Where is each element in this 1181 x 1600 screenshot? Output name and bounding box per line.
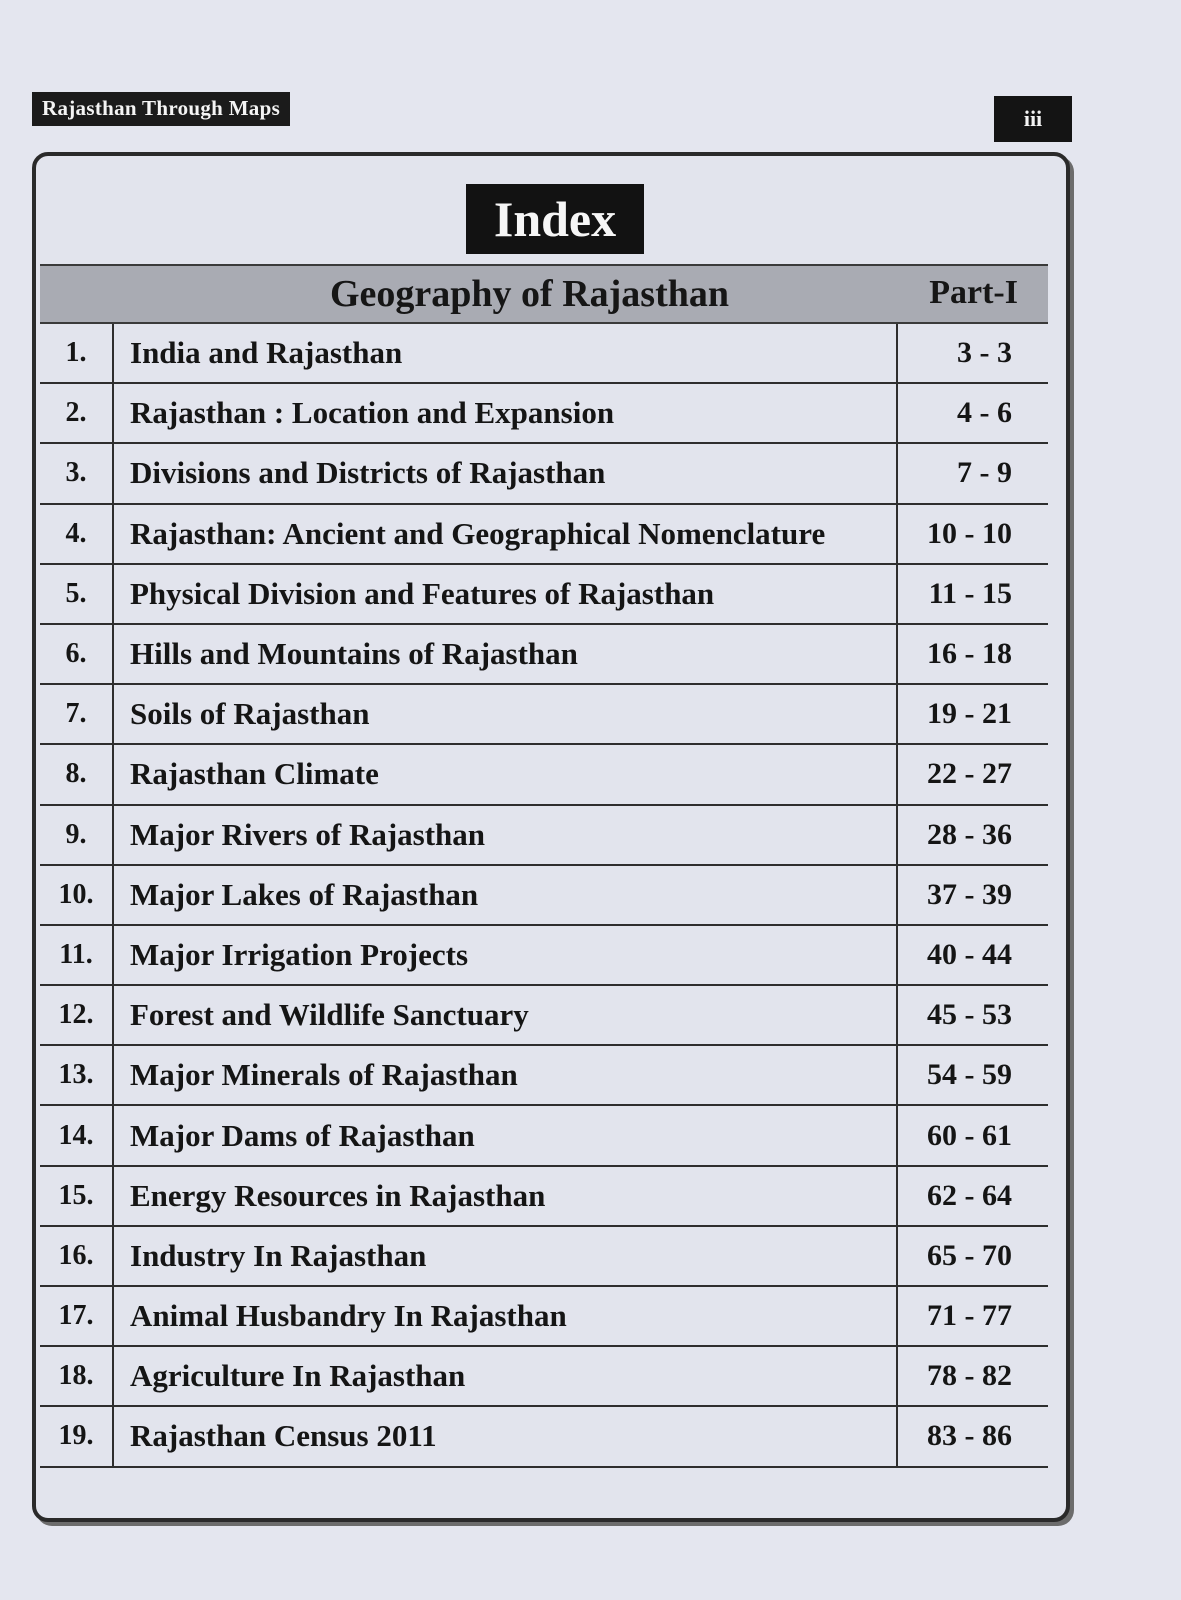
entry-topic: Agriculture In Rajasthan: [130, 1358, 466, 1394]
table-row: [40, 866, 1048, 926]
entry-number: 8.: [40, 745, 114, 803]
entry-topic: India and Rajasthan: [130, 335, 403, 371]
entry-topic: Rajasthan Climate: [130, 756, 379, 792]
entry-topic: Hills and Mountains of Rajasthan: [130, 636, 578, 672]
table-row: [40, 806, 1048, 866]
index-heading: Index: [466, 184, 644, 254]
entry-number: 5.: [40, 565, 114, 623]
table-row: [40, 1106, 1048, 1166]
entry-topic: Major Rivers of Rajasthan: [130, 816, 486, 852]
entry-pages: 62 - 64: [896, 1167, 1048, 1225]
section-header: [40, 264, 1048, 324]
entry-number: 2.: [40, 384, 114, 442]
entry-number: 13.: [40, 1046, 114, 1104]
entry-number: 12.: [40, 986, 114, 1044]
entry-number: 15.: [40, 1167, 114, 1225]
entry-topic: Major Irrigation Projects: [130, 936, 469, 972]
table-row: [40, 685, 1048, 745]
entry-number: 14.: [40, 1106, 114, 1164]
table-row: [40, 384, 1048, 444]
entry-number: 9.: [40, 806, 114, 864]
table-row: [40, 565, 1048, 625]
entry-topic: Physical Division and Features of Rajasthan: [130, 575, 715, 611]
section-part: Part-I: [929, 274, 1018, 311]
entry-number: 4.: [40, 505, 114, 563]
entry-number: 10.: [40, 866, 114, 924]
table-row: [40, 1407, 1048, 1467]
entry-number: 1.: [40, 324, 114, 382]
entry-number: 3.: [40, 444, 114, 502]
entry-topic: Divisions and Districts of Rajasthan: [130, 455, 606, 491]
entry-pages: 19 - 21: [896, 685, 1048, 743]
entry-pages: 83 - 86: [896, 1407, 1048, 1465]
table-row: [40, 1167, 1048, 1227]
table-row: [40, 324, 1048, 384]
table-row: [40, 986, 1048, 1046]
entry-topic: Rajasthan Census 2011: [130, 1418, 437, 1454]
entry-pages: 28 - 36: [896, 806, 1048, 864]
entry-pages: 7 - 9: [896, 444, 1048, 502]
entry-topic: Major Lakes of Rajasthan: [130, 876, 479, 912]
entry-pages: 16 - 18: [896, 625, 1048, 683]
table-row: [40, 926, 1048, 986]
entry-topic: Soils of Rajasthan: [130, 696, 370, 732]
entry-pages: 71 - 77: [896, 1287, 1048, 1345]
entry-pages: 37 - 39: [896, 866, 1048, 924]
book-title-tag: Rajasthan Through Maps: [32, 92, 290, 126]
entry-topic: Major Dams of Rajasthan: [130, 1117, 475, 1153]
entry-pages: 22 - 27: [896, 745, 1048, 803]
entry-topic: Rajasthan: Ancient and Geographical Nomenclature: [130, 515, 826, 551]
entry-pages: 78 - 82: [896, 1347, 1048, 1405]
section-title: Geography of Rajasthan: [330, 273, 730, 315]
entry-topic: Animal Husbandry In Rajasthan: [130, 1298, 567, 1334]
entry-pages: 65 - 70: [896, 1227, 1048, 1285]
entry-pages: 60 - 61: [896, 1106, 1048, 1164]
entry-pages: 4 - 6: [896, 384, 1048, 442]
entry-topic: Rajasthan : Location and Expansion: [130, 395, 615, 431]
index-table: [40, 324, 1048, 1468]
page-number: iii: [994, 96, 1072, 142]
table-row: [40, 505, 1048, 565]
entry-topic: Major Minerals of Rajasthan: [130, 1057, 518, 1093]
entry-pages: 3 - 3: [896, 324, 1048, 382]
entry-number: 11.: [40, 926, 114, 984]
table-row: [40, 1347, 1048, 1407]
entry-topic: Industry In Rajasthan: [130, 1237, 427, 1273]
entry-number: 17.: [40, 1287, 114, 1345]
entry-pages: 11 - 15: [896, 565, 1048, 623]
entry-pages: 54 - 59: [896, 1046, 1048, 1104]
entry-pages: 40 - 44: [896, 926, 1048, 984]
table-row: [40, 444, 1048, 504]
entry-pages: 10 - 10: [896, 505, 1048, 563]
entry-pages: 45 - 53: [896, 986, 1048, 1044]
table-row: [40, 1287, 1048, 1347]
entry-number: 7.: [40, 685, 114, 743]
index-frame: [32, 152, 1070, 1522]
table-row: [40, 625, 1048, 685]
entry-number: 18.: [40, 1347, 114, 1405]
entry-topic: Energy Resources in Rajasthan: [130, 1177, 546, 1213]
entry-number: 16.: [40, 1227, 114, 1285]
table-row: [40, 1227, 1048, 1287]
entry-number: 19.: [40, 1407, 114, 1465]
entry-number: 6.: [40, 625, 114, 683]
entry-topic: Forest and Wildlife Sanctuary: [130, 997, 529, 1033]
table-row: [40, 1046, 1048, 1106]
table-row: [40, 745, 1048, 805]
